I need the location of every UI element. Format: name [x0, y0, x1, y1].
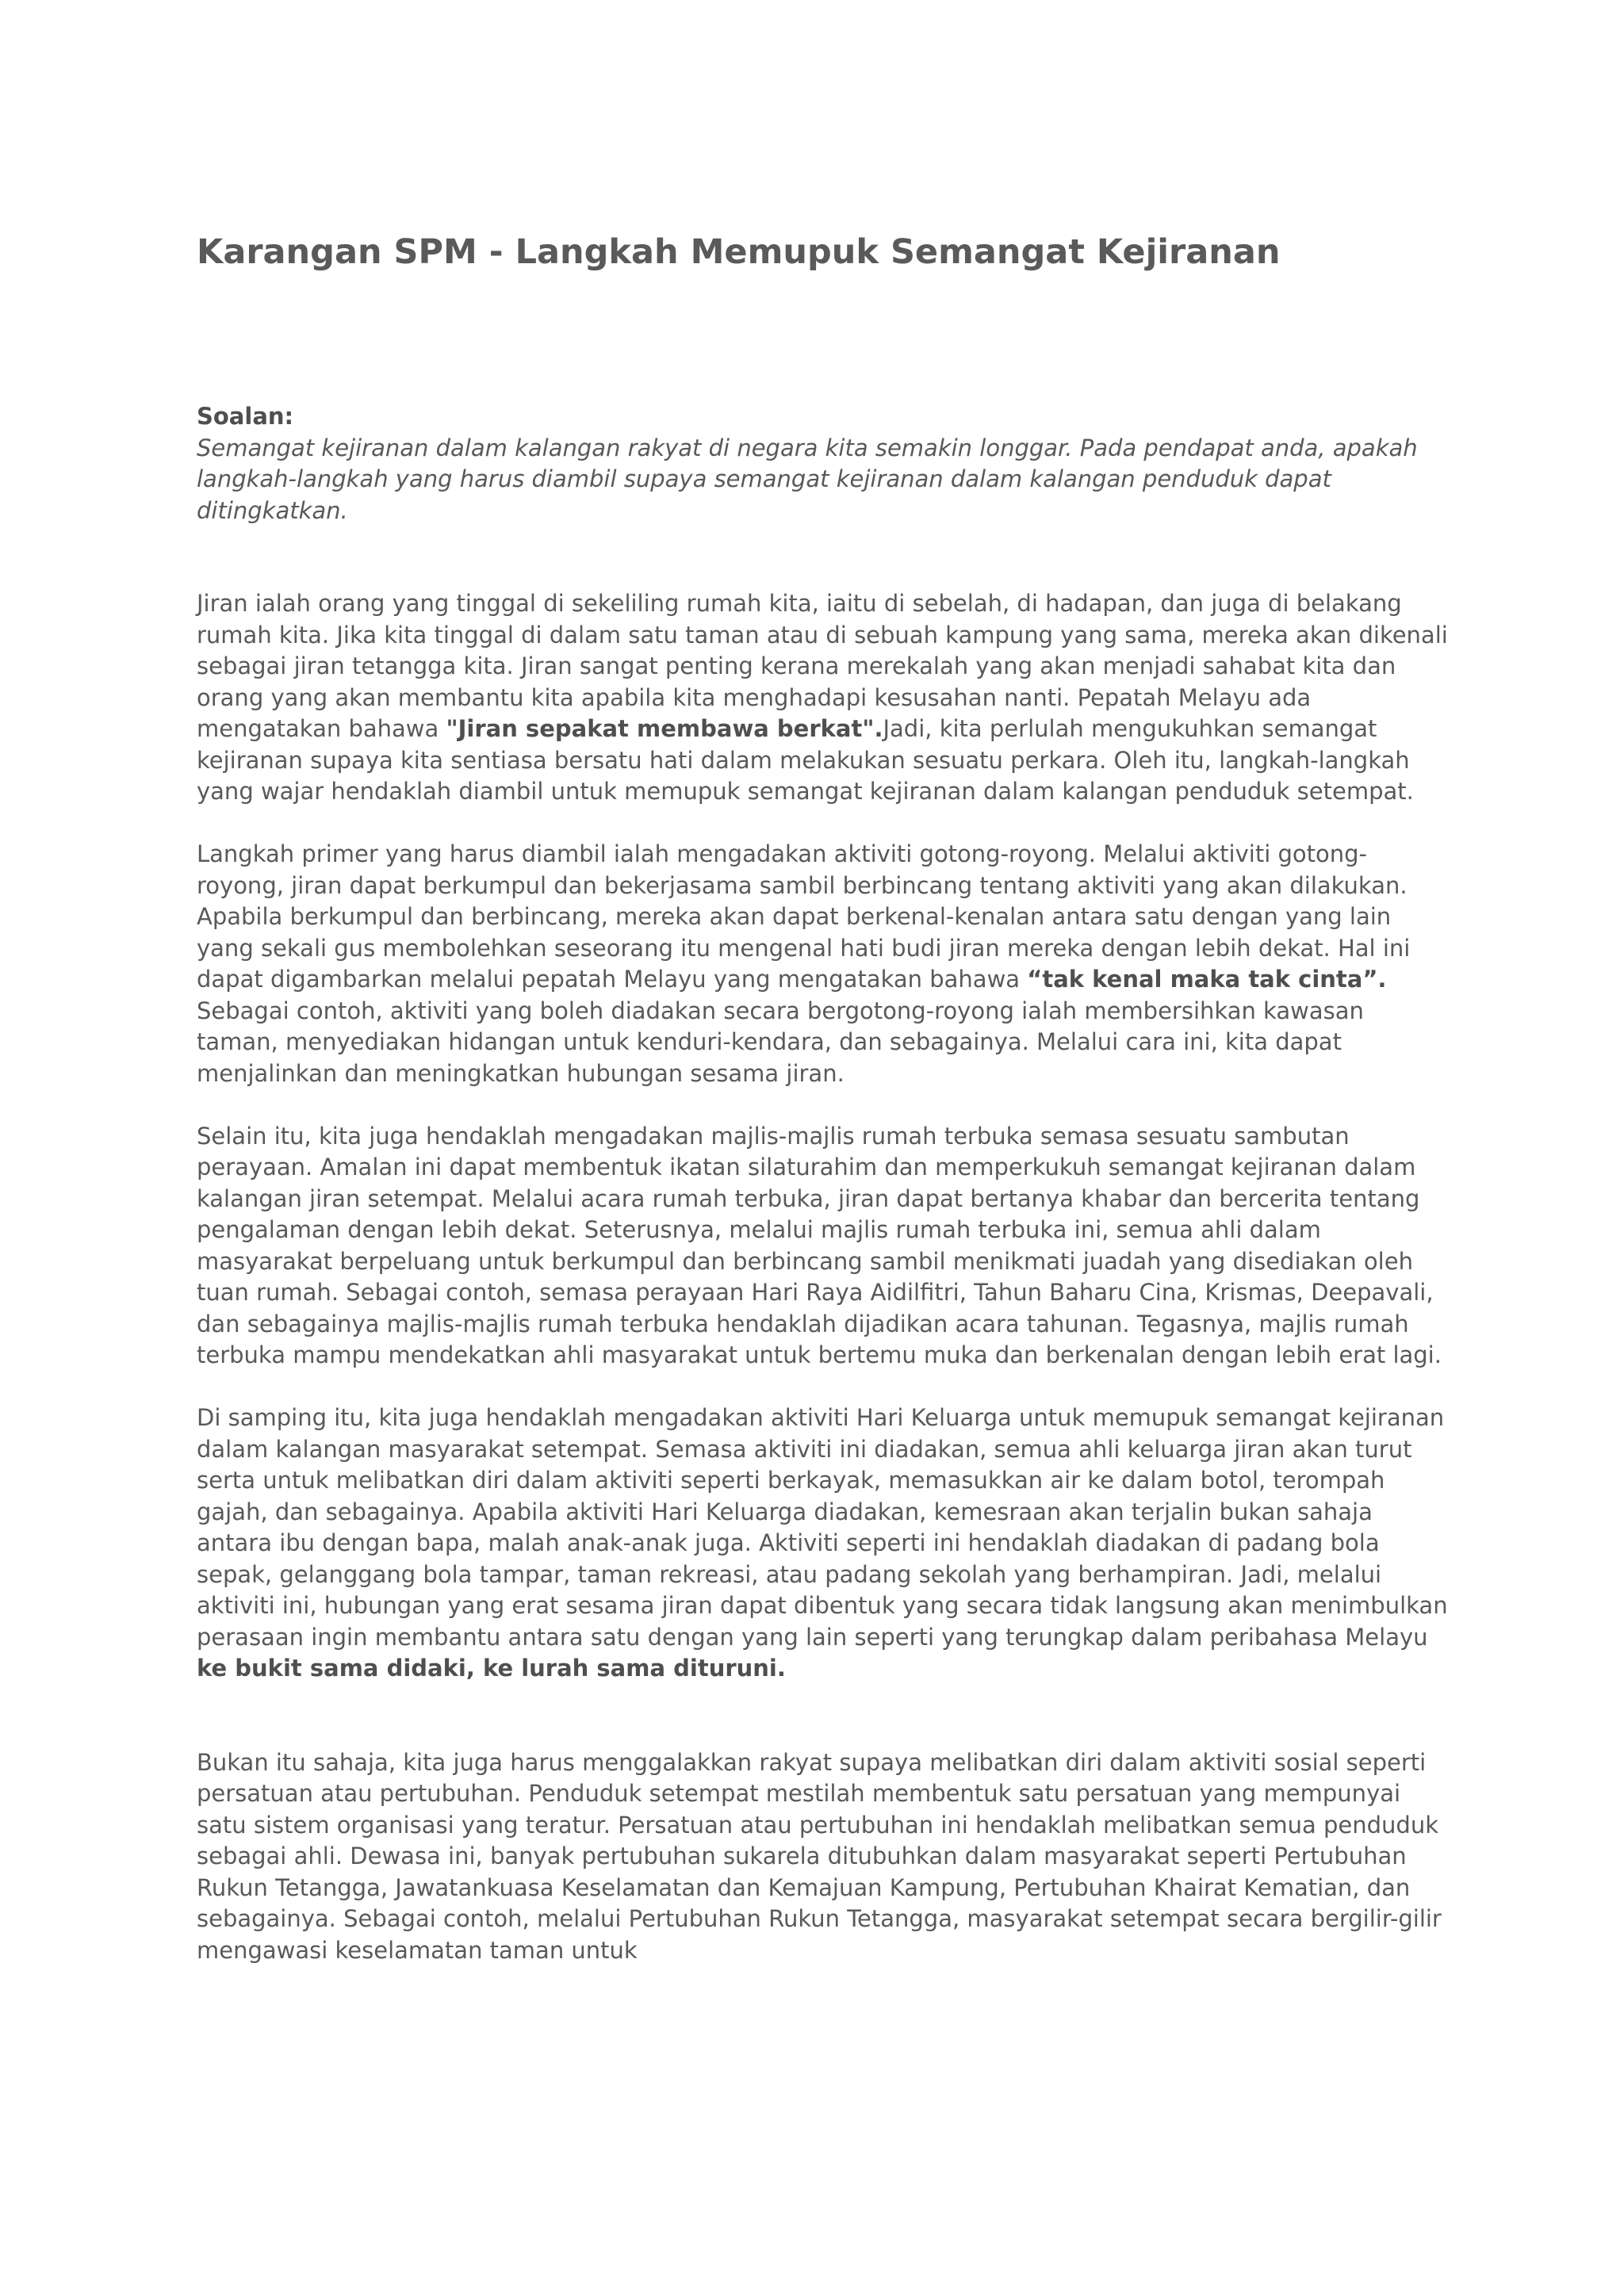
paragraph-text: Jadi, kita perlulah mengukuhkan semangat kejiranan supaya kita sentiasa bersatu hati dalam melakukan sesuatu perkara. Oleh itu, langkah-langkah yang wajar hendaklah diambil untuk memupuk semangat kejiranan dalam kalangan penduduk setempat. [197, 715, 1414, 805]
proverb-text: “tak kenal maka tak cinta”. [1027, 966, 1387, 993]
paragraph-hari-keluarga [197, 1402, 1450, 1685]
question-text: Semangat kejiranan dalam kalangan rakyat di negara kita semakin longgar. Pada pendapat anda, apakah langkah-langkah yang harus diambil supaya semangat kejiranan dalam kalangan penduduk dapat ditingkatkan. [197, 434, 1418, 524]
paragraph-text: Di samping itu, kita juga hendaklah mengadakan aktiviti Hari Keluarga untuk memupuk semangat kejiranan dalam kalangan masyarakat setempat. Semasa aktiviti ini diadakan, semua ahli keluarga jiran akan turut serta untuk melibatkan diri dalam aktiviti seperti berkayak, memasukkan air ke dalam botol, terompah gajah, dan sebagainya. Apabila aktiviti Hari Keluarga diadakan, kemesraan akan terjalin bukan sahaja antara ibu dengan bapa, malah anak-anak juga. Aktiviti seperti ini hendaklah diadakan di padang bola sepak, gelanggang bola tampar, taman rekreasi, atau padang sekolah yang berhampiran. Jadi, melalui aktiviti ini, hubungan yang erat sesama jiran dapat dibentuk yang secara tidak langsung akan menimbulkan perasaan ingin membantu antara satu dengan yang lain seperti yang terungkap dalam peribahasa Melayu [197, 1404, 1448, 1651]
paragraph-text: Langkah primer yang harus diambil ialah mengadakan aktiviti gotong-royong. Melalui aktiviti gotong-royong, jiran dapat berkumpul dan bekerjasama sambil berbincang tentang aktiviti yang akan dilakukan. Apabila berkumpul dan berbincang, mereka akan dapat berkenal-kenalan antara satu dengan yang lain yang sekali gus membolehkan seseorang itu mengenal hati budi jiran mereka dengan lebih dekat. Hal ini dapat digambarkan melalui pepatah Melayu yang mengatakan bahawa [197, 840, 1411, 993]
paragraph-text: Bukan itu sahaja, kita juga harus menggalakkan rakyat supaya melibatkan diri dalam aktiviti sosial seperti persatuan atau pertubuhan. Penduduk setempat mestilah membentuk satu persatuan yang mempunyai satu sistem organisasi yang teratur. Persatuan atau pertubuhan ini hendaklah melibatkan semua penduduk sebagai ahli. Dewasa ini, banyak pertubuhan sukarela ditubuhkan dalam masyarakat seperti Pertubuhan Rukun Tetangga, Jawatankuasa Keselamatan dan Kemajuan Kampung, Pertubuhan Khairat Kematian, dan sebagainya. Sebagai contoh, melalui Pertubuhan Rukun Tetangga, masyarakat setempat secara bergilir-gilir mengawasi keselamatan taman untuk [197, 1748, 1442, 1964]
paragraph-persatuan [197, 1747, 1450, 1967]
document-body [197, 230, 1450, 1998]
paragraph-text: Sebagai contoh, aktiviti yang boleh diadakan secara bergotong-royong ialah membersihkan kawasan taman, menyediakan hidangan untuk kenduri-kendara, dan sebagainya. Melalui cara ini, kita dapat menjalinkan dan meningkatkan hubungan sesama jiran. [197, 997, 1364, 1087]
proverb-text: ke bukit sama didaki, ke lurah sama dituruni. [197, 1655, 786, 1682]
paragraph-text: Selain itu, kita juga hendaklah mengadakan majlis-majlis rumah terbuka semasa sesuatu sambutan perayaan. Amalan ini dapat membentuk ikatan silaturahim dan memperkukuh semangat kejiranan dalam kalangan jiran setempat. Melalui acara rumah terbuka, jiran dapat bertanya khabar dan bercerita tentang pengalaman dengan lebih dekat. Seterusnya, melalui majlis rumah terbuka ini, semua ahli dalam masyarakat berpeluang untuk berkumpul dan berbincang sambil menikmati juadah yang disediakan oleh tuan rumah. Sebagai contoh, semasa perayaan Hari Raya Aidilfitri, Tahun Baharu Cina, Krismas, Deepavali, dan sebagainya majlis-majlis rumah terbuka hendaklah dijadikan acara tahunan. Tegasnya, majlis rumah terbuka mampu mendekatkan ahli masyarakat untuk bertemu muka dan berkenalan dengan lebih erat lagi. [197, 1122, 1442, 1368]
question-label: Soalan: [197, 403, 294, 430]
document-title: Karangan SPM - Langkah Memupuk Semangat Kejiranan [197, 232, 1281, 272]
paragraph-gotong-royong [197, 839, 1450, 1089]
paragraph-rumah-terbuka [197, 1121, 1450, 1372]
paragraph-introduction [197, 588, 1450, 808]
paragraph-text: Jiran ialah orang yang tinggal di sekeliling rumah kita, iaitu di sebelah, di hadapan, dan juga di belakang rumah kita. Jika kita tinggal di dalam satu taman atau di sebuah kampung yang sama, mereka akan dikenali sebagai jiran tetangga kita. Jiran sangat penting kerana merekalah yang akan menjadi sahabat kita dan orang yang akan membantu kita apabila kita menghadapi kesusahan nanti. Pepatah Melayu ada mengatakan bahawa [197, 590, 1448, 742]
proverb-text: "Jiran sepakat membawa berkat". [446, 715, 883, 742]
